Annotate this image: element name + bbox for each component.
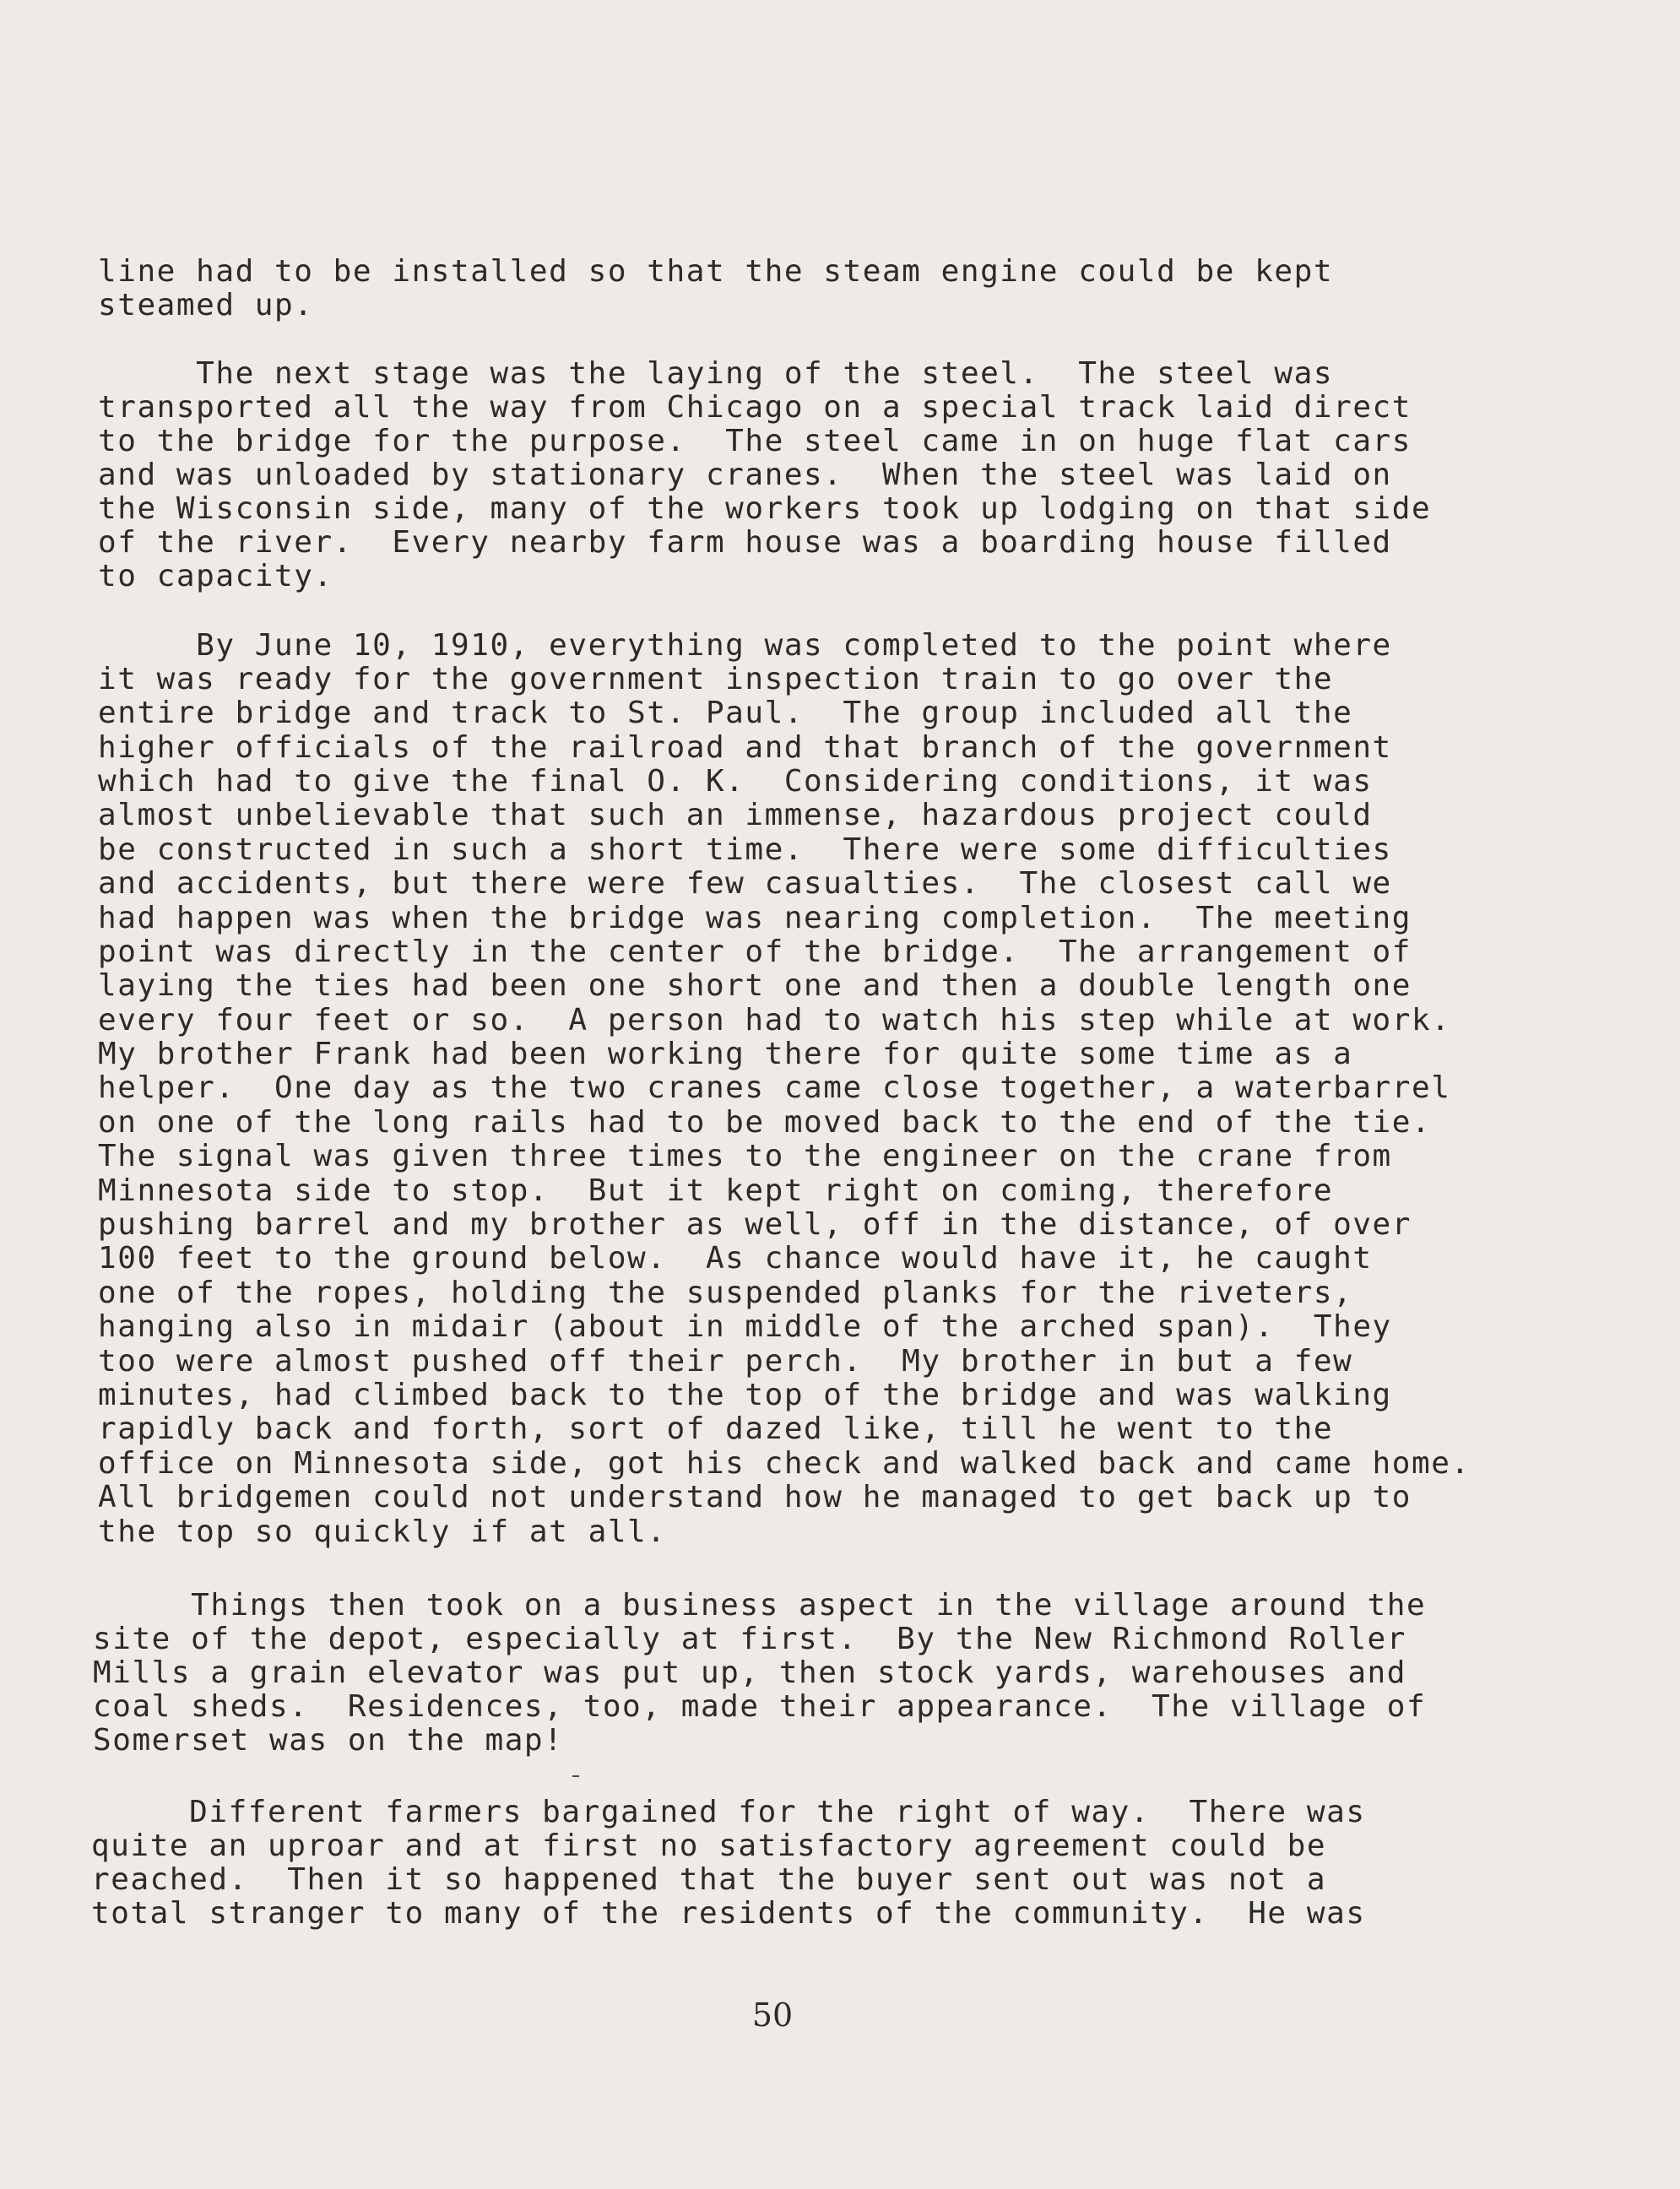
text-line: higher officials of the railroad and that branch of the government [98, 730, 1392, 765]
text-line: too were almost pushed off their perch. My brother in but a few [98, 1344, 1353, 1379]
text-line: one of the ropes, holding the suspended planks for the riveters, [98, 1276, 1353, 1310]
text-line: which had to give the final O. K. Considering conditions, it was [98, 764, 1373, 799]
text-line: steamed up. [98, 288, 314, 322]
text-line: had happen was when the bridge was nearing completion. The meeting [98, 901, 1412, 935]
text-line: almost unbelievable that such an immense, hazardous project could [98, 798, 1373, 832]
text-line: point was directly in the center of the bridge. The arrangement of [98, 935, 1412, 969]
page-number: 50 [751, 1997, 794, 2034]
text-line: Things then took on a business aspect in the village around the [93, 1588, 1427, 1623]
text-line: it was ready for the government inspection train to go over the [98, 662, 1334, 696]
text-line: The signal was given three times to the engineer on the crane from [98, 1139, 1392, 1173]
text-line: be constructed in such a short time. There were some difficulties [98, 832, 1392, 867]
text-line: laying the ties had been one short one and then a double length one [98, 968, 1412, 1003]
text-line: My brother Frank had been working there for quite some time as a [98, 1037, 1353, 1071]
text-line: the top so quickly if at all. [98, 1514, 667, 1549]
text-line: Different farmers bargained for the right of way. There was [91, 1795, 1366, 1829]
text-line: quite an uproar and at first no satisfactory agreement could be [91, 1829, 1327, 1863]
text-line: reached. Then it so happened that the buyer sent out was not a [91, 1862, 1327, 1897]
text-line: office on Minnesota side, got his check and walked back and came home. [98, 1446, 1471, 1481]
stray-mark [572, 1775, 579, 1777]
text-line: and was unloaded by stationary cranes. When the steel was laid on [98, 458, 1392, 492]
text-line: coal sheds. Residences, too, made their appearance. The village of [93, 1689, 1427, 1724]
text-line: The next stage was the laying of the steel. The steel was [98, 356, 1334, 391]
text-line: hanging also in midair (about in middle of the arched span). They [98, 1309, 1392, 1344]
text-line: Somerset was on the map! [93, 1723, 564, 1758]
text-line: helper. One day as the two cranes came close together, a waterbarrel [98, 1070, 1451, 1105]
text-line: 100 feet to the ground below. As chance would have it, he caught [98, 1241, 1373, 1276]
text-line: every four feet or so. A person had to watch his step while at work. [98, 1003, 1451, 1038]
text-line: pushing barrel and my brother as well, off in the distance, of over [98, 1207, 1412, 1242]
text-line: transported all the way from Chicago on a special track laid direct [98, 390, 1412, 425]
text-line: the Wisconsin side, many of the workers took up lodging on that side [98, 491, 1432, 526]
text-line: to the bridge for the purpose. The steel came in on huge flat cars [98, 424, 1412, 458]
text-line: entire bridge and track to St. Paul. The group included all the [98, 696, 1353, 730]
text-line: line had to be installed so that the steam engine could be kept [98, 254, 1334, 289]
text-line: Minnesota side to stop. But it kept right on coming, therefore [98, 1173, 1334, 1208]
text-line: rapidly back and forth, sort of dazed like, till he went to the [98, 1411, 1334, 1446]
text-line: minutes, had climbed back to the top of the bridge and was walking [98, 1378, 1392, 1412]
text-line: to capacity. [98, 559, 333, 593]
text-line: on one of the long rails had to be moved back to the end of the tie. [98, 1105, 1432, 1140]
text-line: Mills a grain elevator was put up, then stock yards, warehouses and [93, 1655, 1406, 1690]
text-line: of the river. Every nearby farm house was a boarding house filled [98, 525, 1392, 560]
text-line: total stranger to many of the residents of the community. He was [91, 1896, 1366, 1931]
text-line: and accidents, but there were few casualties. The closest call we [98, 866, 1392, 901]
text-line: site of the depot, especially at first. By the New Richmond Roller [93, 1622, 1406, 1656]
text-line: All bridgemen could not understand how he managed to get back up to [98, 1480, 1412, 1514]
text-line: By June 10, 1910, everything was completed to the point where [98, 628, 1392, 663]
